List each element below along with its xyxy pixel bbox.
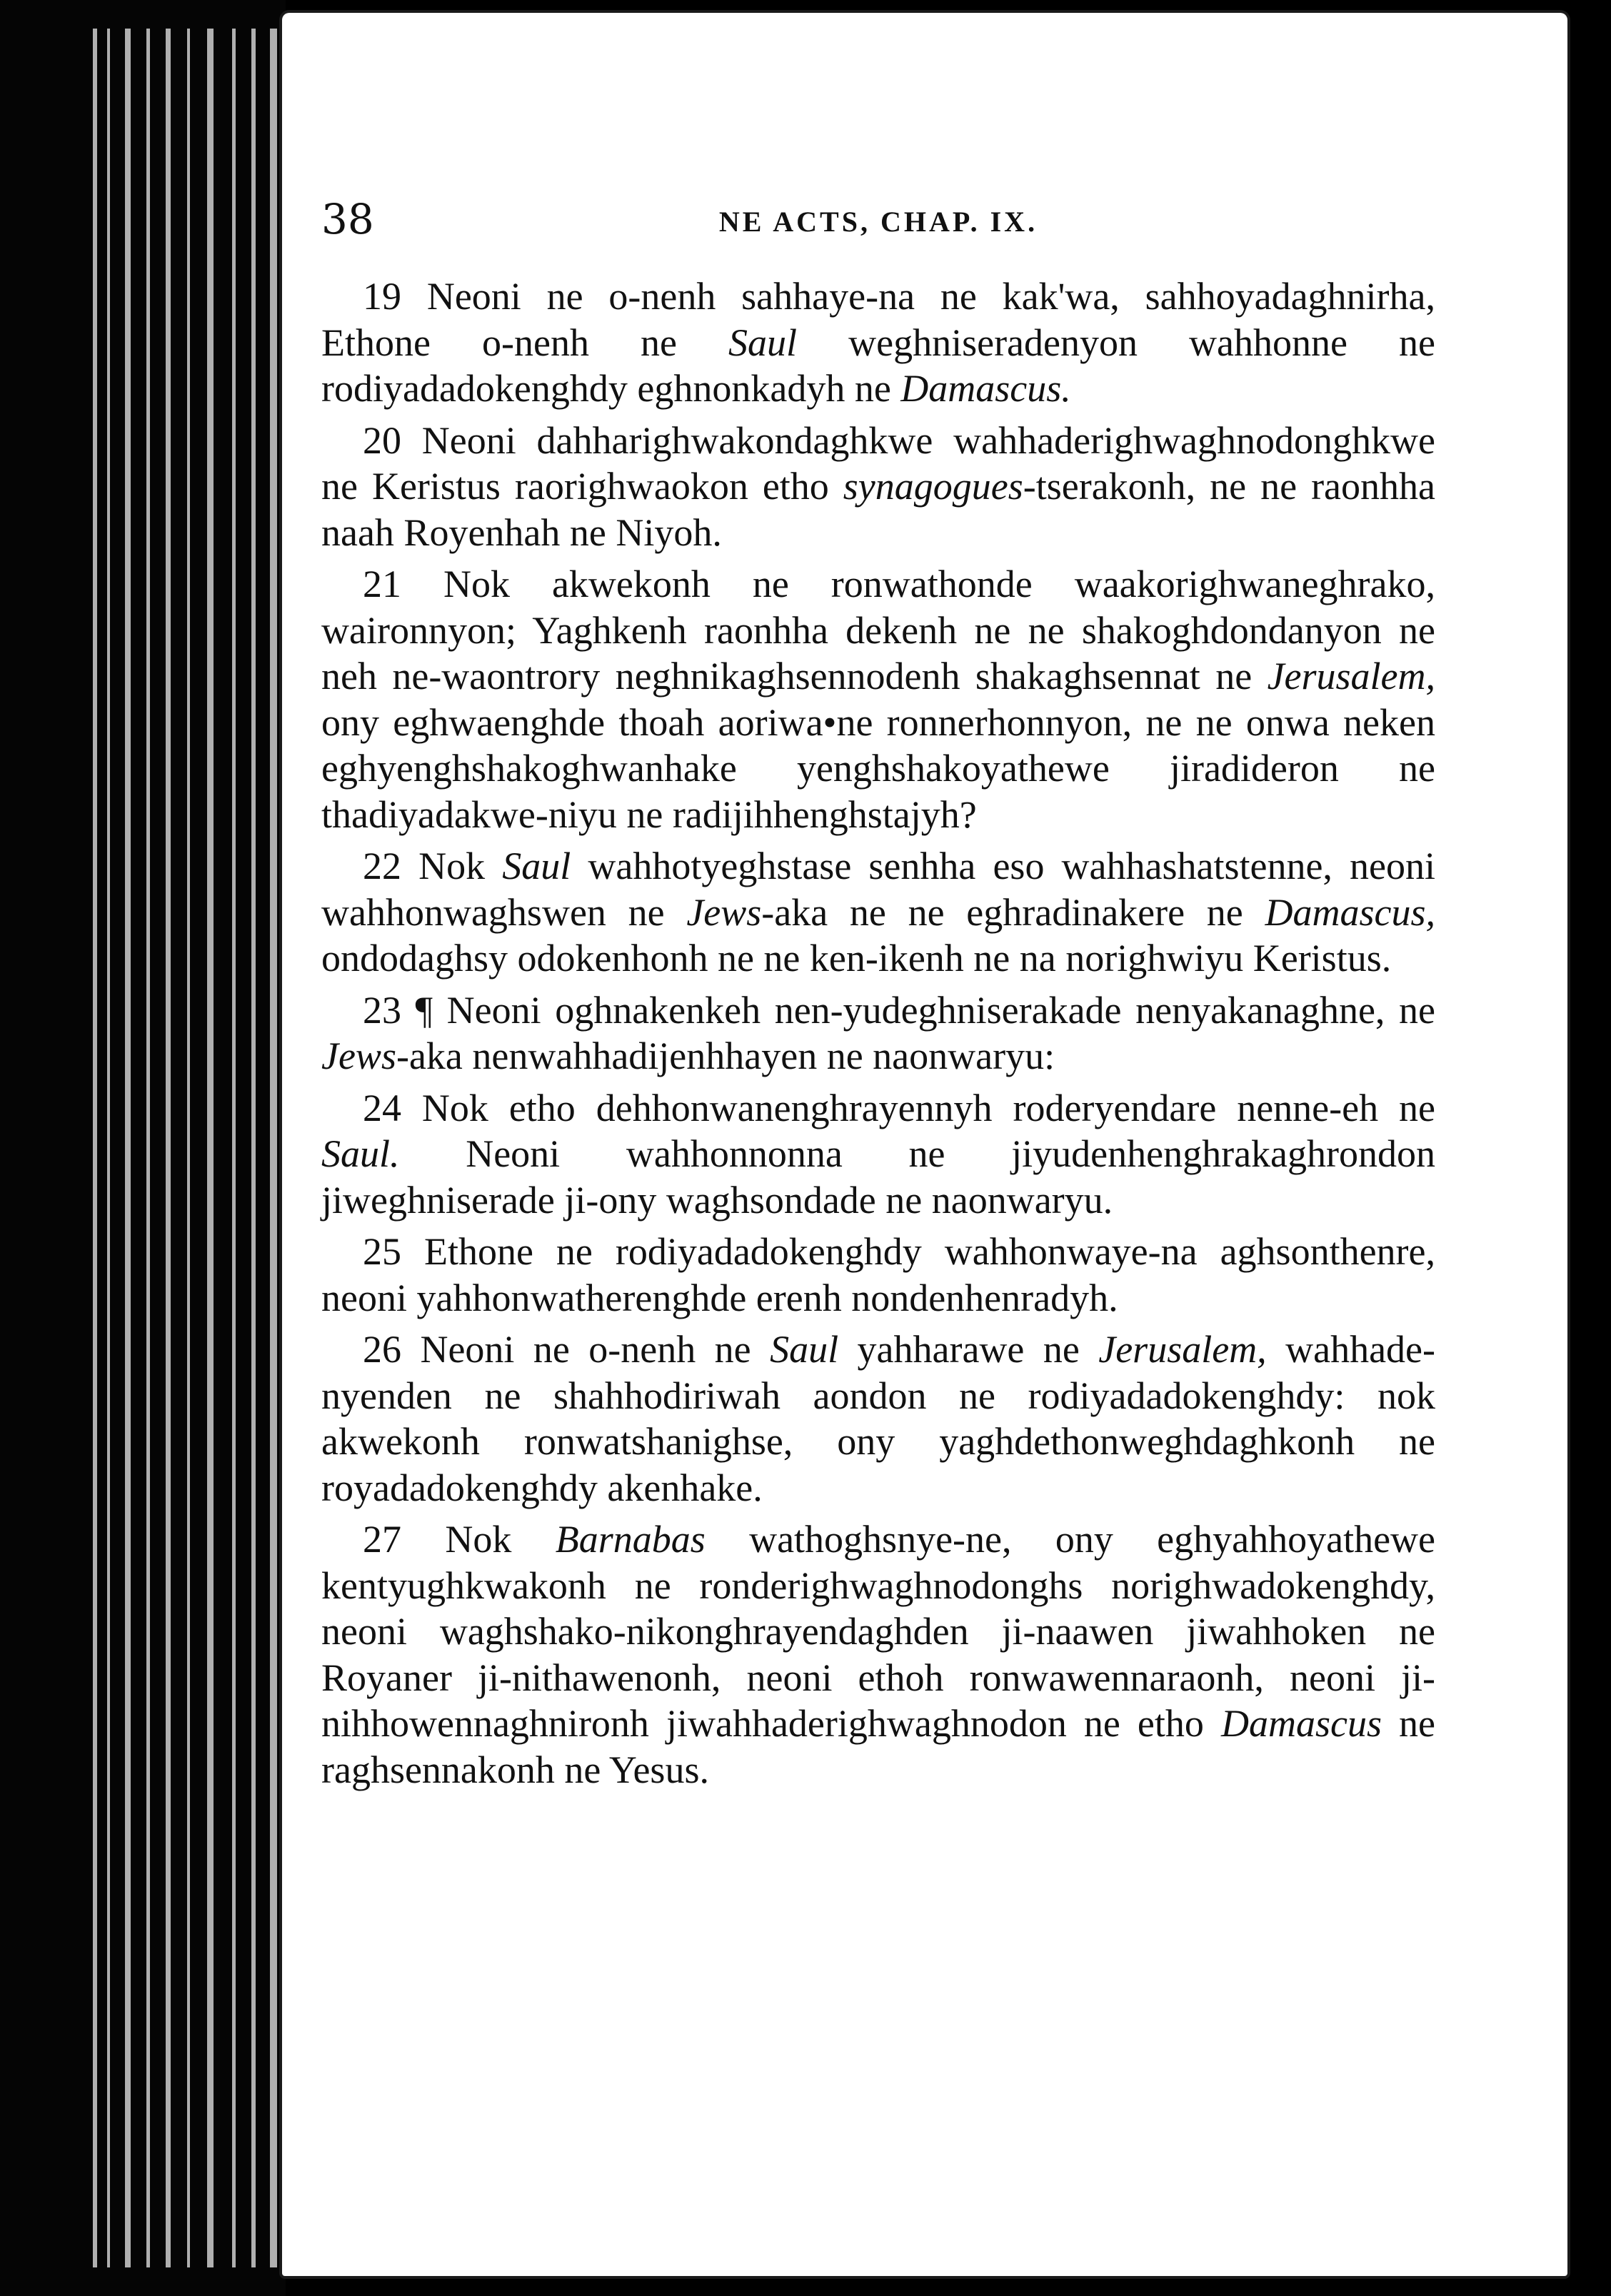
verse-number: 24: [363, 1086, 401, 1129]
book-page-edges: [0, 0, 286, 2296]
verse-text: -tserakonh, ne ne raonhha naah Royenhah ne Niyoh.: [321, 465, 1435, 554]
verse-text: -aka nenwahhadijenhhayen ne naonwaryu:: [396, 1034, 1055, 1077]
page-edge-line: [251, 29, 256, 2267]
verse-text: ondodaghsy odokenhonh ne ne ken-ikenh ne na norighwiyu Keristus.: [321, 937, 1392, 980]
verse-italic-text: Jerusalem,: [1267, 655, 1435, 698]
page-edge-line: [166, 29, 171, 2267]
verse-text: yahharawe ne: [838, 1328, 1099, 1371]
page-header: [321, 195, 1435, 273]
page-edge-line: [232, 29, 236, 2267]
verse-italic-text: Jerusalem,: [1098, 1328, 1267, 1371]
verse: [321, 843, 1435, 982]
page-number: 38: [321, 195, 374, 243]
verse-italic-text: Jews: [686, 890, 762, 934]
verse-text: Neoni dahharighwakondaghkwe wahhaderighwaghnodonghkwe ne Keristus raorighwaokon etho: [321, 418, 1435, 508]
page-edge-line: [270, 29, 277, 2267]
verse-text: wahhotyeghstase senhha eso wahhashatstenne, neoni wahhonwaghswen ne: [321, 845, 1436, 934]
verse-text: Nok: [418, 845, 503, 887]
verse-text: wathoghsnye-ne, ony eghyahhoyathewe kentyughkwakonh ne ronderighwaghnodonghs norighwadokenghdy, neoni waghshako-nikonghrayendaghden ji-naawen jiwahhoken ne Royaner ji-nithawenonh, neoni ethoh ronwawennaraonh, neoni ji-nihhowennaghnironh jiwahhaderighwaghnodon ne etho: [321, 1518, 1436, 1745]
verse: [321, 418, 1435, 556]
verse-text: Neoni ne o-nenh sahhaye-na ne kak'wa, sahhoyadaghnirha, Ethone o-nenh ne: [321, 275, 1435, 364]
book-page: [282, 13, 1567, 2276]
verse: [321, 1085, 1435, 1224]
verse-italic-text: Saul: [770, 1328, 839, 1371]
verse-italic-text: Damascus: [1220, 1702, 1382, 1745]
verse-text: ne raghsennakonh ne Yesus.: [321, 1702, 1435, 1791]
verse: [321, 1229, 1435, 1321]
page-content: [321, 195, 1435, 1798]
verse-number: 19: [363, 275, 401, 318]
verse-italic-text: Saul: [728, 321, 798, 364]
verse-italic-text: synagogues: [843, 465, 1023, 508]
verse-text: Neoni wahhonnonna ne jiyudenhenghrakaghrondon jiweghniserade ji-ony waghsondade ne naonwaryu.: [321, 1132, 1435, 1222]
verse-number: 26: [363, 1328, 401, 1371]
verse-text: Nok akwekonh ne ronwathonde waakorighwaneghrako, waironnyon; Yaghkenh raonhha dekenh ne ne shakoghdondanyon ne neh ne-waontrory neghnikaghsennodenh shakaghsennat ne: [321, 563, 1436, 698]
verse-number: 21: [363, 563, 401, 605]
verse-number: 20: [363, 418, 401, 462]
verse-italic-text: Jews: [321, 1034, 396, 1077]
verse-italic-text: Damascus,: [1265, 890, 1435, 934]
verse-text: ¶ Neoni oghnakenkeh nen-yudeghniserakade nenyakanaghne, ne: [415, 988, 1435, 1032]
verse-italic-text: Saul.: [321, 1132, 400, 1175]
verse: [321, 987, 1435, 1079]
page-edge-line: [107, 29, 110, 2267]
verse-number: 27: [363, 1518, 401, 1561]
verse: [321, 561, 1435, 837]
page-edge-line: [146, 29, 150, 2267]
verse-text: Ethone ne rodiyadadokenghdy wahhonwaye-na aghsonthenre, neoni yahhonwatherenghde erenh nondenhenradyh.: [321, 1230, 1435, 1319]
page-edge-line: [207, 29, 214, 2267]
verse-number: 22: [363, 845, 401, 887]
verse-text: wahhade-nyenden ne shahhodiriwah aondon ne rodiyadadokenghdy: nok akwekonh ronwatshanighse, ony yaghdethonweghdaghkonh ne royadadokenghdy akenhake.: [321, 1328, 1436, 1509]
verse-text: Neoni ne o-nenh ne: [420, 1328, 771, 1371]
verse-text: Nok: [445, 1518, 556, 1561]
page-edge-line: [93, 29, 97, 2267]
running-head: NE ACTS, CHAP. IX.: [718, 206, 1038, 238]
verse: [321, 1326, 1435, 1511]
verse-list: [321, 273, 1435, 1793]
verse-number: 25: [363, 1230, 401, 1273]
page-edge-line: [187, 29, 190, 2267]
verse-text: weghniseradenyon wahhonne ne rodiyadadokenghdy eghnonkadyh ne: [321, 321, 1435, 410]
page-edge-line: [125, 29, 131, 2267]
verse-text: -aka ne ne eghradinakere ne: [761, 890, 1265, 934]
verse-italic-text: Damascus.: [900, 367, 1071, 410]
verse-text: Nok etho dehhonwanenghrayennyh roderyendare nenne-eh ne: [421, 1086, 1435, 1129]
verse: [321, 1516, 1435, 1793]
verse: [321, 273, 1435, 412]
verse-text: ony eghwaenghde thoah aoriwa•ne ronnerhonnyon, ne ne onwa neken eghyenghshakoghwanhake yenghshakoyathewe jiradideron ne thadiyadakwe-niyu ne radijihhenghstajyh?: [321, 700, 1435, 836]
verse-italic-text: Barnabas: [555, 1518, 706, 1561]
verse-italic-text: Saul: [502, 845, 571, 887]
verse-number: 23: [363, 988, 401, 1032]
